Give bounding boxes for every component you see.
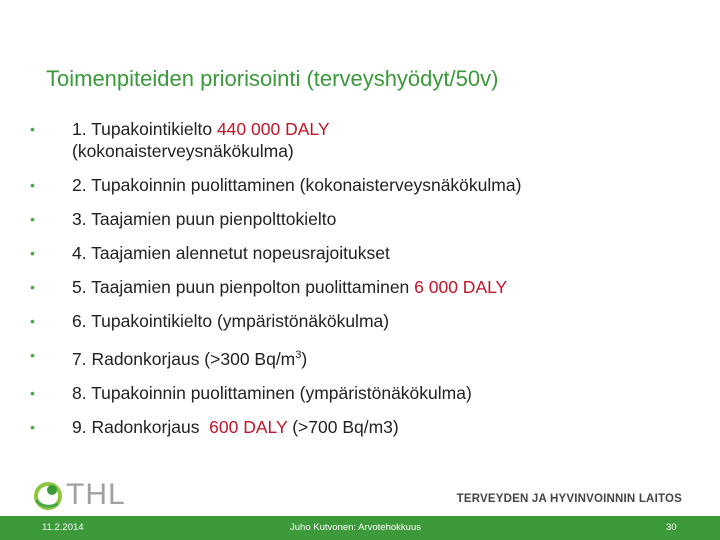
list-item	[30, 242, 700, 264]
item-superscript: 3	[295, 349, 302, 361]
item-highlight: 6 000 DALY	[414, 277, 508, 297]
footer-date: 11.2.2014	[42, 522, 84, 533]
logo-text: THL	[66, 478, 126, 511]
list-item	[30, 310, 700, 332]
item-text: 3. Taajamien puun pienpolttokielto	[72, 209, 337, 229]
item-text: 9. Radonkorjaus	[72, 416, 210, 437]
bullet-icon: •	[30, 347, 35, 363]
item-text-rest: )	[301, 348, 308, 369]
bullet-icon: •	[30, 279, 35, 295]
item-text: 6. Tupakointikielto (ympäristönäkökulma)	[72, 311, 390, 331]
list-item	[30, 416, 700, 438]
footer-bar	[0, 516, 720, 540]
bullet-icon: •	[30, 121, 35, 137]
bullet-icon: •	[30, 245, 35, 261]
bullet-icon: •	[30, 177, 35, 193]
bullet-icon: •	[30, 384, 35, 401]
item-text: 8. Tupakoinnin puolittaminen (ympäristönäkökulma)	[72, 382, 472, 403]
item-highlight: 600 DALY	[209, 416, 288, 437]
item-text: 5. Taajamien puun pienpolton puolittaminen	[72, 277, 415, 297]
list-item	[30, 382, 700, 404]
item-text-line2: (kokonaisterveysnäkökulma)	[72, 141, 294, 161]
item-highlight: 440 000 DALY	[216, 119, 330, 139]
org-name: TERVEYDEN JA HYVINVOINNIN LAITOS	[456, 493, 682, 505]
item-text-rest: (>700 Bq/m3)	[287, 416, 399, 437]
page-number: 30	[666, 522, 677, 533]
item-text: 4. Taajamien alennetut nopeusrajoitukset	[72, 243, 390, 263]
bullet-icon: •	[30, 418, 35, 435]
list-item	[30, 174, 700, 196]
bullet-list	[30, 118, 700, 450]
item-text: 2. Tupakoinnin puolittaminen (kokonaisterveysnäkökulma)	[72, 175, 522, 195]
bullet-icon: •	[30, 313, 35, 329]
list-item	[30, 118, 700, 162]
item-text: 7. Radonkorjaus (>300 Bq/m	[72, 348, 296, 369]
item-text: 1. Tupakointikielto	[72, 119, 217, 139]
slide-title: Toimenpiteiden priorisointi (terveyshyödyt/50v)	[46, 66, 499, 91]
list-item	[30, 276, 700, 298]
list-item	[30, 208, 700, 230]
footer-author: Juho Kutvonen: Arvotehokkuus	[290, 522, 421, 533]
list-item	[30, 344, 700, 370]
bullet-icon: •	[30, 211, 35, 227]
